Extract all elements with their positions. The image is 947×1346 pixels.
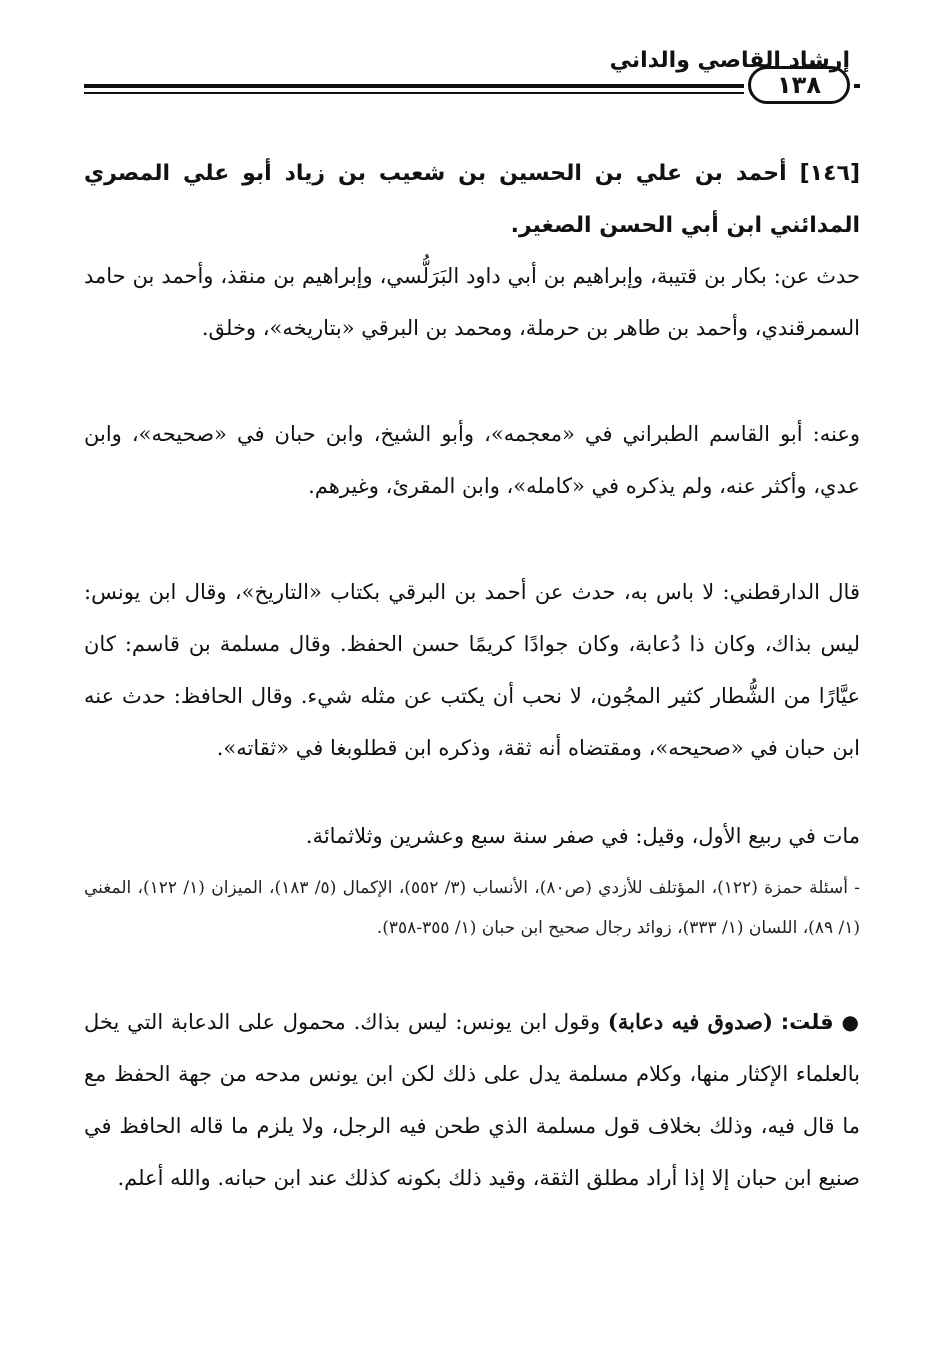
sources-note: - أسئلة حمزة (١٢٢)، المؤتلف للأزدي (ص٨٠)، الأنساب (٣/ ٥٥٢)، الإكمال (٥/ ١٨٣)، الميزان (١/ ١٢٢)، المغني (١/ ٨٩)، اللسان (١/ ٣٣٣)، زوائد رجال صحيح ابن حبان (١/ ٣٥٥-٣٥٨). <box>84 878 860 938</box>
opinion-verdict: (صدوق فيه دعابة) <box>607 1009 773 1034</box>
bullet-icon: ● <box>841 1010 860 1034</box>
opinion-text: وقول ابن يونس: ليس بذاك. محمول على الدعابة التي يخل بالعلماء الإكثار منها، وكلام مسلمة يدل على ذلك لكن ابن يونس مدحه من جهة الحفظ مع ما قال فيه، وذلك بخلاف قول مسلمة الذي طحن فيه الرجل، ولا يلزم ما قاله الحافظ في صنيع ابن حبان إلا إذا أراد مطلق الثقة، وقيد ذلك بكونه كذلك عند ابن حبانه. والله أعلم. <box>84 1010 860 1190</box>
running-title: إرشاد القاصي والداني <box>609 48 850 73</box>
entry-heading: [١٤٦] أحمد بن علي بن الحسين بن شعيب بن زياد أبو علي المصري المدائني ابن أبي الحسن الصغير. <box>84 161 860 238</box>
page-header <box>84 40 860 110</box>
critics-sayings-paragraph: قال الدارقطني: لا باس به، حدث عن أحمد بن البرقي بكتاب «التاريخ»، وقال ابن يونس: ليس بذاك، وكان ذا دُعابة، وكان جوادًا كريمًا حسن الحفظ. وقال مسلمة بن قاسم: كان عيَّارًا من الشُّطار كثير المجُون، لا نحب أن يكتب عن مثله شيء. وقال الحافظ: حدث عنه ابن حبان في «صحيحه»، ومقتضاه أنه ثقة، وذكره ابن قطلوبغا في «ثقاته». <box>84 580 860 760</box>
narrated-by-paragraph: وعنه: أبو القاسم الطبراني في «معجمه»، وأبو الشيخ، وابن حبان في «صحيحه»، وابن عدي، وأكثر عنه، ولم يذكره في «كامله»، وابن المقرئ، وغيرهم. <box>84 422 860 498</box>
author-opinion-paragraph <box>84 996 860 1204</box>
death-paragraph: مات في ربيع الأول، وقيل: في صفر سنة سبع وعشرين وثلاثمائة. <box>305 824 860 848</box>
page-number: ١٣٨ <box>748 66 850 104</box>
header-rule-thin <box>84 92 744 94</box>
opinion-label: قلت: <box>780 1010 834 1034</box>
narrated-from-paragraph: حدث عن: بكار بن قتيبة، وإبراهيم بن أبي داود البَرَلُّسي، وإبراهيم بن منقذ، وأحمد بن حامد السمرقندي، وأحمد بن طاهر بن حرملة، ومحمد بن البرقي «بتاريخه»، وخلق. <box>84 264 860 340</box>
header-rule-right <box>854 84 860 88</box>
header-rule-thick <box>84 84 744 88</box>
